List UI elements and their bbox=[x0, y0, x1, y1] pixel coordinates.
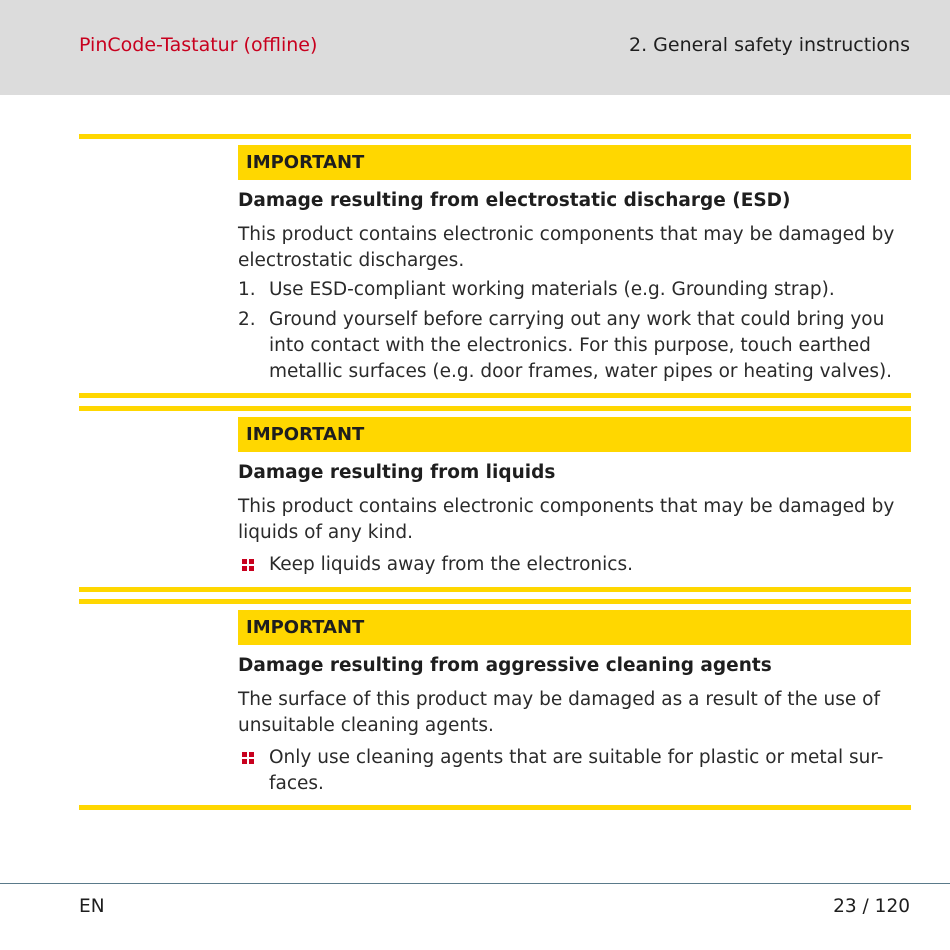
page-header bbox=[0, 0, 950, 95]
notice-label: IMPORTANT bbox=[238, 610, 911, 645]
product-name: PinCode-Tastatur (offline) bbox=[79, 34, 318, 56]
step-text: Use ESD-compliant working materials (e.g. Grounding strap). bbox=[269, 279, 835, 300]
list-item bbox=[238, 745, 911, 797]
section-title: 2. General safety instructions bbox=[628, 34, 910, 56]
step-text: Ground yourself before carrying out any work that could bring you into contact with the electronics. For this purpose, touch earthed metallic surfaces (e.g. door frames, water pipes or heating valves). bbox=[269, 309, 893, 382]
notice-bottom-rule bbox=[79, 393, 911, 398]
notice-title: Damage resulting from aggressive cleaning agents bbox=[238, 655, 772, 676]
square-bullet-icon bbox=[242, 752, 255, 765]
notice-top-rule bbox=[79, 134, 911, 139]
notice-esd bbox=[79, 134, 911, 400]
notice-body: This product contains electronic components that may be damaged by electrostatic discharges. bbox=[238, 224, 895, 271]
notice-title: Damage resulting from liquids bbox=[238, 462, 556, 483]
notice-bottom-rule bbox=[79, 805, 911, 810]
footer-divider bbox=[0, 883, 950, 884]
notice-body: This product contains electronic components that may be damaged by liquids of any kind. bbox=[238, 496, 895, 543]
notice-title: Damage resulting from electrostatic discharge (ESD) bbox=[238, 190, 791, 211]
notice-top-rule bbox=[79, 599, 911, 604]
step-text: Only use cleaning agents that are suitable for plastic or metal sur-faces. bbox=[269, 747, 884, 794]
list-item bbox=[238, 277, 911, 303]
notice-top-rule bbox=[79, 406, 911, 411]
notice-label: IMPORTANT bbox=[238, 145, 911, 180]
step-number: 2. bbox=[238, 309, 256, 330]
notice-body: The surface of this product may be damaged as a result of the use of unsuitable cleaning agents. bbox=[238, 689, 881, 736]
language-code: EN bbox=[79, 896, 105, 917]
step-text: Keep liquids away from the electronics. bbox=[269, 554, 633, 575]
notice-liquids bbox=[79, 406, 911, 594]
list-item bbox=[238, 552, 911, 578]
square-bullet-icon bbox=[242, 559, 255, 572]
step-number: 1. bbox=[238, 279, 256, 300]
notice-bottom-rule bbox=[79, 587, 911, 592]
notice-label: IMPORTANT bbox=[238, 417, 911, 452]
list-item bbox=[238, 307, 911, 385]
notice-cleaning-agents bbox=[79, 599, 911, 811]
page-number: 23 / 120 bbox=[833, 896, 910, 917]
